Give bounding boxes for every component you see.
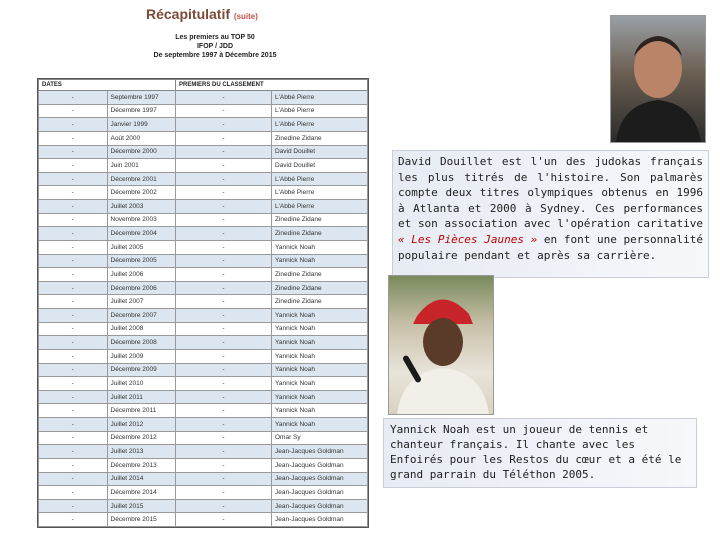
date-cell: Juillet 2006	[107, 268, 176, 282]
leader-cell: David Douillet	[272, 159, 368, 173]
date-cell: Juillet 2015	[107, 499, 176, 513]
date-bullet: -	[39, 336, 108, 350]
date-cell: Juillet 2011	[107, 390, 176, 404]
table-row	[39, 499, 368, 513]
table-row	[39, 458, 368, 472]
leader-cell: L'Abbé Pierre	[272, 200, 368, 214]
date-bullet: -	[39, 377, 108, 391]
table-row	[39, 186, 368, 200]
date-cell: Décembre 2011	[107, 404, 176, 418]
date-cell: Juillet 2007	[107, 295, 176, 309]
table-row	[39, 363, 368, 377]
table-row	[39, 377, 368, 391]
name-bullet: -	[176, 268, 272, 282]
date-bullet: -	[39, 295, 108, 309]
leader-cell: Yannick Noah	[272, 418, 368, 432]
date-cell: Décembre 2002	[107, 186, 176, 200]
table-row	[39, 390, 368, 404]
table-row	[39, 486, 368, 500]
name-bullet: -	[176, 104, 272, 118]
name-bullet: -	[176, 499, 272, 513]
leader-cell: Zinedine Zidane	[272, 131, 368, 145]
date-cell: Novembre 2003	[107, 213, 176, 227]
table-row	[39, 227, 368, 241]
date-cell: Juillet 2003	[107, 200, 176, 214]
caption-line-2: IFOP / JDD	[196, 43, 234, 50]
table-row	[39, 418, 368, 432]
caption-line-3: De septembre 1997 à Décembre 2015	[153, 52, 277, 59]
pieces-jaunes-highlight: « Les Pièces Jaunes »	[398, 232, 538, 246]
caption-line-1: Les premiers au TOP 50	[175, 34, 255, 41]
date-cell: Juillet 2005	[107, 240, 176, 254]
leader-cell: Jean-Jacques Goldman	[272, 458, 368, 472]
date-cell: Janvier 1999	[107, 118, 176, 132]
name-bullet: -	[176, 145, 272, 159]
date-cell: Décembre 2008	[107, 336, 176, 350]
date-cell: Décembre 2009	[107, 363, 176, 377]
date-bullet: -	[39, 145, 108, 159]
name-bullet: -	[176, 322, 272, 336]
portrait-image	[611, 16, 705, 142]
date-cell: Juillet 2014	[107, 472, 176, 486]
date-cell: Juillet 2008	[107, 322, 176, 336]
date-bullet: -	[39, 486, 108, 500]
date-bullet: -	[39, 159, 108, 173]
date-bullet: -	[39, 472, 108, 486]
leader-cell: Yannick Noah	[272, 404, 368, 418]
leader-cell: Zinedine Zidane	[272, 281, 368, 295]
table-row	[39, 254, 368, 268]
date-bullet: -	[39, 200, 108, 214]
date-bullet: -	[39, 309, 108, 323]
table-row	[39, 213, 368, 227]
date-cell: Décembre 2015	[107, 513, 176, 527]
table-row	[39, 281, 368, 295]
name-bullet: -	[176, 309, 272, 323]
column-header-leaders: PREMIERS DU CLASSEMENT	[176, 80, 368, 91]
date-bullet: -	[39, 213, 108, 227]
name-bullet: -	[176, 254, 272, 268]
table-row	[39, 145, 368, 159]
date-bullet: -	[39, 227, 108, 241]
leader-cell: Jean-Jacques Goldman	[272, 472, 368, 486]
table-row	[39, 131, 368, 145]
ranking-table	[37, 78, 369, 528]
name-bullet: -	[176, 472, 272, 486]
name-bullet: -	[176, 172, 272, 186]
date-bullet: -	[39, 431, 108, 445]
table-row	[39, 104, 368, 118]
date-cell: Décembre 2004	[107, 227, 176, 241]
table-row	[39, 309, 368, 323]
name-bullet: -	[176, 281, 272, 295]
table-row	[39, 295, 368, 309]
date-cell: Décembre 2013	[107, 458, 176, 472]
noah-caption-text: Yannick Noah est un joueur de tennis et chanteur français. Il chante avec les Enfoirés pour les Restos du cœur et a été le grand parrain du Téléthon 2005.	[390, 423, 682, 481]
name-bullet: -	[176, 159, 272, 173]
date-cell: Septembre 1997	[107, 91, 176, 105]
table-row	[39, 200, 368, 214]
page-title	[146, 6, 258, 22]
name-bullet: -	[176, 131, 272, 145]
table-row	[39, 431, 368, 445]
leader-cell: Yannick Noah	[272, 390, 368, 404]
name-bullet: -	[176, 213, 272, 227]
leader-cell: Yannick Noah	[272, 349, 368, 363]
date-cell: Août 2000	[107, 131, 176, 145]
leader-cell: Yannick Noah	[272, 336, 368, 350]
noah-caption	[383, 418, 697, 488]
leader-cell: Yannick Noah	[272, 240, 368, 254]
date-bullet: -	[39, 513, 108, 527]
table-row	[39, 268, 368, 282]
name-bullet: -	[176, 240, 272, 254]
date-bullet: -	[39, 118, 108, 132]
name-bullet: -	[176, 186, 272, 200]
date-bullet: -	[39, 131, 108, 145]
date-bullet: -	[39, 172, 108, 186]
name-bullet: -	[176, 377, 272, 391]
table-row	[39, 172, 368, 186]
table-caption	[120, 33, 310, 60]
title-text: Récapitulatif	[146, 6, 231, 22]
date-bullet: -	[39, 268, 108, 282]
name-bullet: -	[176, 91, 272, 105]
table-row	[39, 349, 368, 363]
date-bullet: -	[39, 390, 108, 404]
douillet-caption-end: en font une personnalité populaire pendant et après sa carrière.	[398, 232, 703, 262]
table-row	[39, 472, 368, 486]
date-cell: Juin 2001	[107, 159, 176, 173]
date-cell: Décembre 2007	[107, 309, 176, 323]
leader-cell: Omar Sy	[272, 431, 368, 445]
leader-cell: Jean-Jacques Goldman	[272, 486, 368, 500]
date-bullet: -	[39, 186, 108, 200]
date-cell: Juillet 2013	[107, 445, 176, 459]
table-row	[39, 513, 368, 527]
date-bullet: -	[39, 240, 108, 254]
date-bullet: -	[39, 404, 108, 418]
leader-cell: Yannick Noah	[272, 309, 368, 323]
david-douillet-photo	[610, 15, 706, 143]
leader-cell: Jean-Jacques Goldman	[272, 513, 368, 527]
table-row	[39, 91, 368, 105]
table-row	[39, 322, 368, 336]
leader-cell: Zinedine Zidane	[272, 213, 368, 227]
title-suffix: (suite)	[233, 12, 258, 21]
leader-cell: Jean-Jacques Goldman	[272, 445, 368, 459]
date-cell: Juillet 2012	[107, 418, 176, 432]
leader-cell: L'Abbé Pierre	[272, 91, 368, 105]
name-bullet: -	[176, 363, 272, 377]
date-cell: Juillet 2009	[107, 349, 176, 363]
column-header-dates: DATES	[39, 80, 176, 91]
date-bullet: -	[39, 104, 108, 118]
date-bullet: -	[39, 91, 108, 105]
name-bullet: -	[176, 200, 272, 214]
date-cell: Décembre 2001	[107, 172, 176, 186]
date-bullet: -	[39, 281, 108, 295]
date-bullet: -	[39, 499, 108, 513]
leader-cell: Yannick Noah	[272, 322, 368, 336]
leader-cell: Zinedine Zidane	[272, 268, 368, 282]
name-bullet: -	[176, 431, 272, 445]
leader-cell: L'Abbé Pierre	[272, 172, 368, 186]
leader-cell: Yannick Noah	[272, 363, 368, 377]
leader-cell: Yannick Noah	[272, 377, 368, 391]
date-cell: Décembre 1997	[107, 104, 176, 118]
name-bullet: -	[176, 404, 272, 418]
date-cell: Décembre 2014	[107, 486, 176, 500]
leader-cell: L'Abbé Pierre	[272, 118, 368, 132]
name-bullet: -	[176, 227, 272, 241]
name-bullet: -	[176, 418, 272, 432]
douillet-caption	[392, 150, 709, 278]
name-bullet: -	[176, 458, 272, 472]
yannick-noah-photo	[388, 275, 494, 415]
leader-cell: L'Abbé Pierre	[272, 104, 368, 118]
table-row	[39, 159, 368, 173]
name-bullet: -	[176, 513, 272, 527]
table-row	[39, 445, 368, 459]
date-bullet: -	[39, 254, 108, 268]
date-cell: Décembre 2006	[107, 281, 176, 295]
douillet-caption-text: David Douillet est l'un des judokas français les plus titrés de l'histoire. Son palmarès compte deux titres olympiques obtenus en 1996 à Atlanta et 2000 à Sydney. Ces performances et son association avec l'opération caritative	[398, 155, 703, 231]
leader-cell: Zinedine Zidane	[272, 295, 368, 309]
date-bullet: -	[39, 458, 108, 472]
name-bullet: -	[176, 445, 272, 459]
leader-cell: L'Abbé Pierre	[272, 186, 368, 200]
date-bullet: -	[39, 363, 108, 377]
leader-cell: David Douillet	[272, 145, 368, 159]
name-bullet: -	[176, 486, 272, 500]
table-row	[39, 336, 368, 350]
name-bullet: -	[176, 118, 272, 132]
date-cell: Décembre 2012	[107, 431, 176, 445]
leader-cell: Zinedine Zidane	[272, 227, 368, 241]
portrait-image	[389, 276, 493, 414]
leader-cell: Jean-Jacques Goldman	[272, 499, 368, 513]
name-bullet: -	[176, 349, 272, 363]
name-bullet: -	[176, 295, 272, 309]
table-row	[39, 404, 368, 418]
leader-cell: Yannick Noah	[272, 254, 368, 268]
date-bullet: -	[39, 445, 108, 459]
date-bullet: -	[39, 322, 108, 336]
table-row	[39, 240, 368, 254]
name-bullet: -	[176, 390, 272, 404]
date-bullet: -	[39, 418, 108, 432]
date-bullet: -	[39, 349, 108, 363]
date-cell: Décembre 2000	[107, 145, 176, 159]
date-cell: Décembre 2005	[107, 254, 176, 268]
date-cell: Juillet 2010	[107, 377, 176, 391]
name-bullet: -	[176, 336, 272, 350]
table-row	[39, 118, 368, 132]
